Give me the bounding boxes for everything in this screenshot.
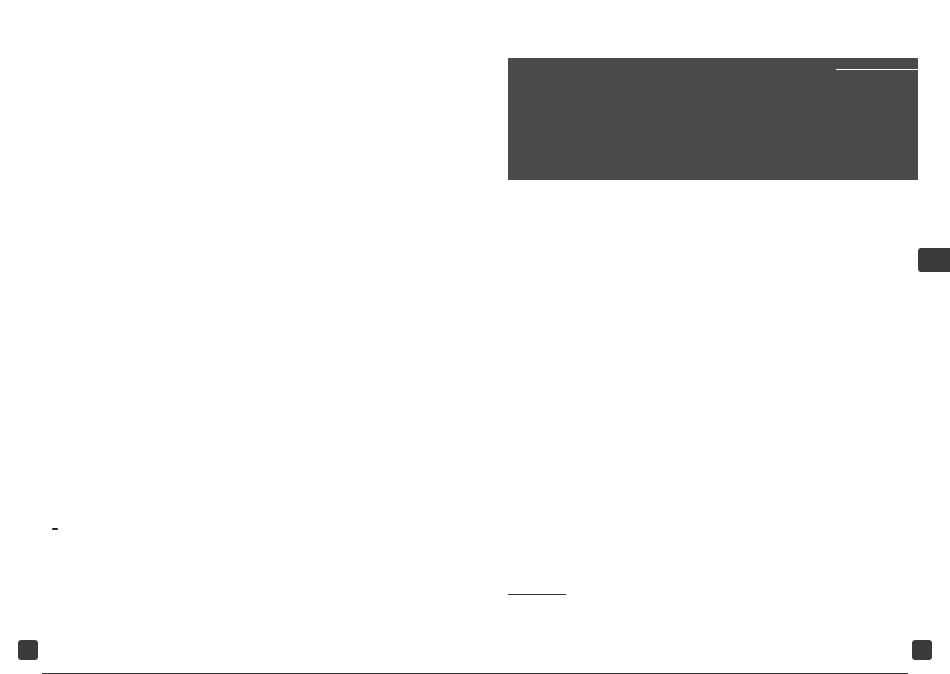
footnote-rule — [508, 594, 566, 595]
table-header — [508, 58, 918, 180]
lcd-display-graphic — [52, 528, 58, 530]
lid-group-header — [836, 58, 918, 66]
lid-group-rule — [836, 69, 918, 70]
left-page-marker — [18, 640, 38, 660]
right-page-marker — [912, 640, 932, 660]
section-tab — [918, 248, 950, 272]
